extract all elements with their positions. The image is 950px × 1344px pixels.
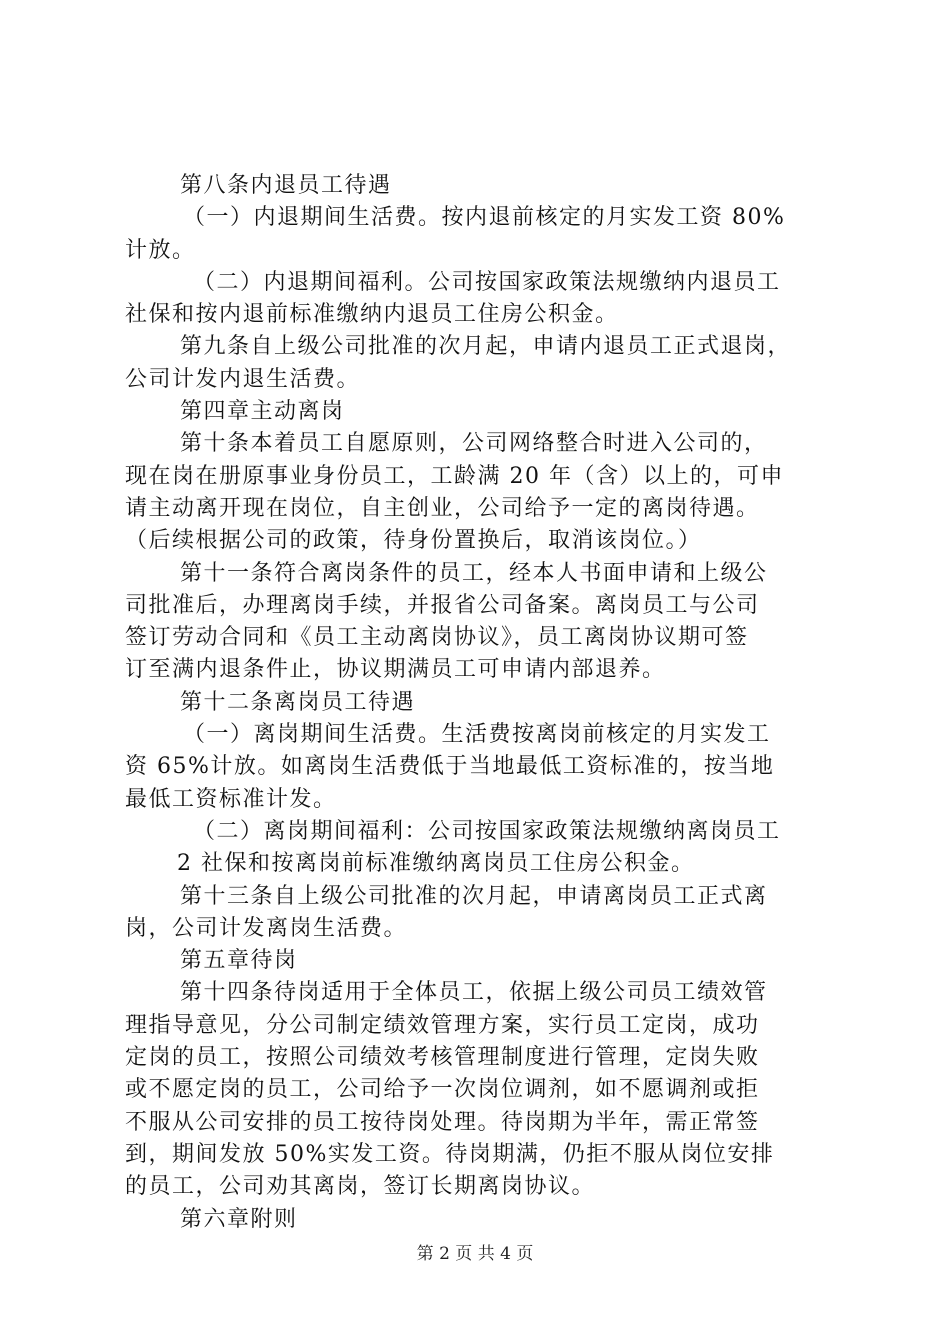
document-body <box>125 170 835 1236</box>
paragraph-line: 请主动离开现在岗位，自主创业，公司给予一定的离岗待遇。 <box>125 495 760 521</box>
paragraph-line: 第十四条待岗适用于全体员工，依据上级公司员工绩效管 <box>180 980 768 1006</box>
paragraph-line: 公司计发内退生活费。 <box>125 366 361 392</box>
paragraph-line: 计放。 <box>125 237 196 263</box>
paragraph-line: 签订劳动合同和《员工主动离岗协议》，员工离岗协议期可签 <box>125 625 749 651</box>
paragraph-line: 第九条自上级公司批准的次月起，申请内退员工正式退岗， <box>180 334 792 360</box>
paragraph-line: 第十一条符合离岗条件的员工，经本人书面申请和上级公 <box>180 560 768 586</box>
paragraph-line: 第十条本着员工自愿原则，公司网络整合时进入公司的， <box>180 431 768 457</box>
paragraph-line: 到，期间发放 50%实发工资。待岗期满，仍拒不服从岗位安排 <box>125 1141 775 1167</box>
chapter-heading: 第六章附则 <box>180 1206 298 1232</box>
paragraph-line: 最低工资标准计发。 <box>125 786 337 812</box>
paragraph-line: （二）内退期间福利。公司按国家政策法规缴纳内退员工 <box>193 269 781 295</box>
paragraph-line: 第十三条自上级公司批准的次月起，申请离岗员工正式离 <box>180 883 768 909</box>
paragraph-line: 岗，公司计发离岗生活费。 <box>125 915 408 941</box>
page-number-footer: 第 2 页 共 4 页 <box>416 1244 534 1264</box>
paragraph-line: （一）内退期间生活费。按内退前核定的月实发工资 80% <box>183 205 786 231</box>
paragraph-line: 的员工，公司劝其离岗，签订长期离岗协议。 <box>125 1174 596 1200</box>
paragraph-line: （一）离岗期间生活费。生活费按离岗前核定的月实发工 <box>183 722 771 748</box>
article-heading: 第八条内退员工待遇 <box>180 173 392 198</box>
paragraph-line: （后续根据公司的政策，待身份置换后，取消该岗位。） <box>125 528 702 554</box>
paragraph-line: 定岗的员工，按照公司绩效考核管理制度进行管理，定岗失败 <box>125 1045 760 1071</box>
paragraph-line: 2 社保和按离岗前标准缴纳离岗员工住房公积金。 <box>177 851 695 877</box>
paragraph-line: 资 65%计放。如离岗生活费低于当地最低工资标准的，按当地 <box>125 754 775 780</box>
paragraph-line: 或不愿定岗的员工，公司给予一次岗位调剂，如不愿调剂或拒 <box>125 1077 760 1103</box>
paragraph-line: 司批准后，办理离岗手续，并报省公司备案。离岗员工与公司 <box>125 592 760 618</box>
paragraph-line: 现在岗在册原事业身份员工，工龄满 20 年（含）以上的，可申 <box>125 463 784 489</box>
chapter-heading: 第四章主动离岗 <box>180 399 345 425</box>
chapter-heading: 第五章待岗 <box>180 948 298 974</box>
paragraph-line: 理指导意见，分公司制定绩效管理方案，实行员工定岗，成功 <box>125 1012 760 1038</box>
paragraph-line: 订至满内退条件止，协议期满员工可申请内部退养。 <box>125 657 666 683</box>
article-heading: 第十二条离岗员工待遇 <box>180 689 416 715</box>
paragraph-line: （二）离岗期间福利：公司按国家政策法规缴纳离岗员工 <box>193 818 781 844</box>
paragraph-line: 社保和按内退前标准缴纳内退员工住房公积金。 <box>125 302 619 328</box>
paragraph-line: 不服从公司安排的员工按待岗处理。待岗期为半年，需正常签 <box>125 1109 760 1135</box>
